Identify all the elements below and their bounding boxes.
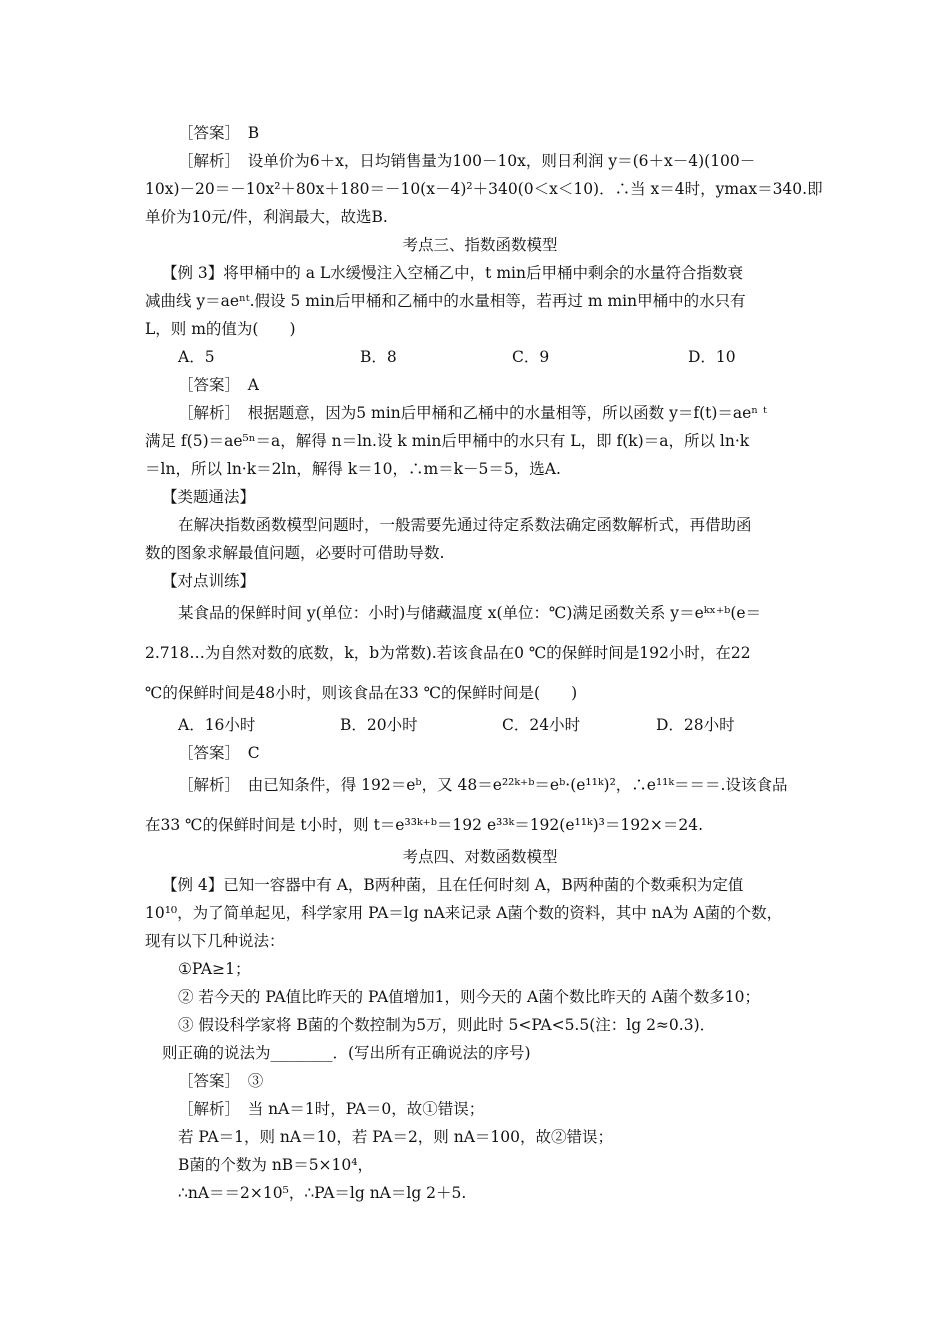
analysis-line: ［解析］ 根据题意，因为5 min后甲桶和乙桶中的水量相等，所以函数 y＝f(t)＝aeⁿ ᵗ <box>178 404 767 422</box>
subheading: 【类题通法】 <box>162 488 256 506</box>
paragraph-line: 数的图象求解最值问题，必要时可借助导数. <box>145 544 445 562</box>
example-line: 减曲线 y＝aeⁿᵗ.假设 5 min后甲桶和乙桶中的水量相等，若再过 m min甲桶中的水只有 <box>145 292 746 310</box>
option-d: D．28小时 <box>656 716 735 734</box>
option-d: D．10 <box>688 348 736 366</box>
analysis-line: B菌的个数为 nB＝5×10⁴， <box>178 1156 373 1174</box>
answer-line: ［答案］ ③ <box>178 1072 264 1090</box>
example-line: 10¹⁰，为了简单起见，科学家用 PA＝lg nA来记录 A菌个数的资料，其中 nA为 A菌的个数， <box>145 904 783 922</box>
statement-item: ③ 假设科学家将 B菌的个数控制为5万，则此时 5<PA<5.5(注：lg 2≈0.3)． <box>178 1016 716 1034</box>
analysis-line: 在33 ℃的保鲜时间是 t小时，则 t＝e³³ᵏ⁺ᵇ＝192 e³³ᵏ＝192(e¹¹ᵏ)³＝192×＝24. <box>145 816 704 834</box>
exercise-line: ℃的保鲜时间是48小时，则该食品在33 ℃的保鲜时间是( ) <box>145 684 578 702</box>
statement-item: ② 若今天的 PA值比昨天的 PA值增加1，则今天的 A菌个数比昨天的 A菌个数多10； <box>178 988 761 1006</box>
option-c: C．9 <box>512 348 550 366</box>
subheading: 【对点训练】 <box>162 572 256 590</box>
answer-line: ［答案］ C <box>178 744 260 762</box>
example-line: 【例 4】已知一容器中有 A，B两种菌，且在任何时刻 A，B两种菌的个数乘积为定值 <box>162 876 744 894</box>
analysis-line: ［解析］ 当 nA＝1时，PA＝0，故①错误； <box>178 1100 485 1118</box>
option-c: C．24小时 <box>502 716 581 734</box>
statement-item: ①PA≥1； <box>178 960 251 978</box>
section-heading: 考点三、指数函数模型 <box>402 236 558 254</box>
example-line: L，则 m的值为( ) <box>145 320 296 338</box>
example-line: 现有以下几种说法： <box>145 932 285 950</box>
analysis-line: ∴nA＝＝2×10⁵，∴PA＝lg nA＝lg 2＋5. <box>178 1184 467 1202</box>
exercise-line: 某食品的保鲜时间 y(单位：小时)与储藏温度 x(单位：℃)满足函数关系 y＝eᵏˣ⁺ᵇ(e＝ <box>178 604 762 622</box>
answer-line: ［答案］ B <box>178 124 260 142</box>
analysis-line: 满足 f(5)＝ae⁵ⁿ＝a，解得 n＝ln.设 k min后甲桶中的水只有 L，即 f(k)＝a，所以 ln·k <box>145 432 750 450</box>
example-line: 【例 3】将甲桶中的 a L水缓慢注入空桶乙中，t min后甲桶中剩余的水量符合指数衰 <box>162 264 743 282</box>
exercise-line: 2.718…为自然对数的底数，k，b为常数).若该食品在0 ℃的保鲜时间是192小时，在22 <box>145 644 751 662</box>
analysis-line: 单价为10元/件，利润最大，故选B. <box>145 208 388 226</box>
analysis-line: ［解析］ 由已知条件，得 192＝eᵇ，又 48＝e²²ᵏ⁺ᵇ＝eᵇ·(e¹¹ᵏ)²，∴e¹¹ᵏ＝＝＝.设该食品 <box>178 776 788 794</box>
analysis-line: ＝ln，所以 ln·k＝2ln，解得 k＝10，∴m＝k－5＝5，选A. <box>145 460 561 478</box>
paragraph-line: 在解决指数函数模型问题时，一般需要先通过待定系数法确定函数解析式，再借助函 <box>178 516 752 534</box>
option-b: B．8 <box>360 348 397 366</box>
analysis-line: 若 PA＝1，则 nA＝10，若 PA＝2，则 nA＝100，故②错误； <box>178 1128 613 1146</box>
answer-line: ［答案］ A <box>178 376 259 394</box>
option-a: A．16小时 <box>178 716 256 734</box>
option-b: B．20小时 <box>340 716 418 734</box>
option-a: A．5 <box>178 348 215 366</box>
section-heading: 考点四、对数函数模型 <box>402 848 558 866</box>
analysis-line: 10x)－20＝－10x²＋80x＋180＝－10(x－4)²＋340(0＜x＜10)．∴当 x＝4时，ymax＝340.即 <box>145 180 823 198</box>
question-line: 则正确的说法为________．(写出所有正确说法的序号) <box>162 1044 531 1062</box>
analysis-line: ［解析］ 设单价为6＋x，日均销售量为100－10x，则日利润 y＝(6＋x－4)(100－ <box>178 152 756 170</box>
